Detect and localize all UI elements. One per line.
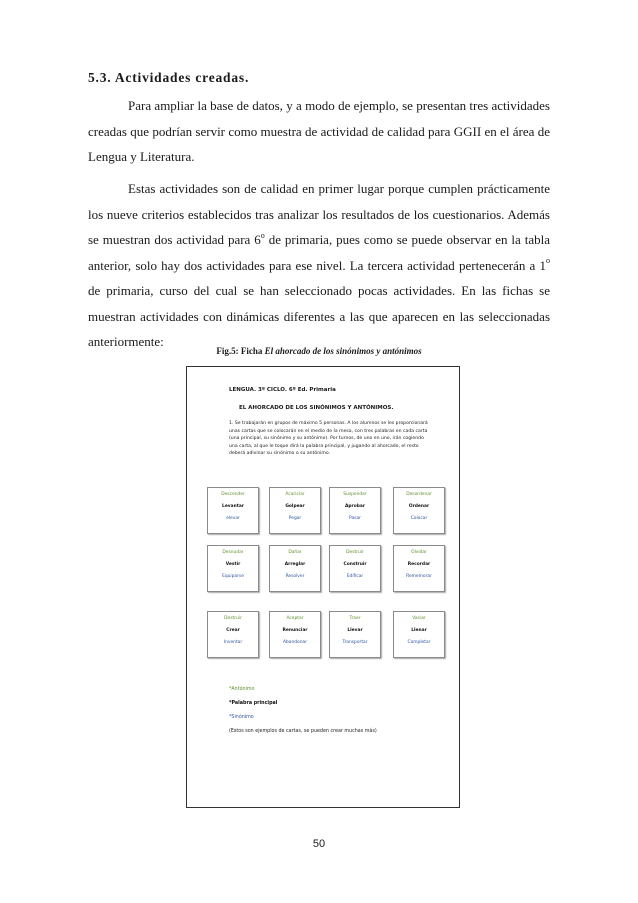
paragraph-1-text: Para ampliar la base de datos, y a modo de ejemplo, se presentan tres actividades creadas que podrían servir como muestra de actividad de calidad para GGII en el área de Lengua y Literatura. bbox=[88, 98, 550, 164]
card-subtitle: EL AHORCADO DE LOS SINÓNIMOS Y ANTÓNIMOS. bbox=[239, 405, 394, 411]
word-card bbox=[329, 487, 381, 534]
antonym-word: Destruir bbox=[346, 550, 364, 555]
card-title: LENGUA. 3º CICLO. 6º Ed. Primaria bbox=[229, 387, 336, 393]
synonym-word: Resolver bbox=[285, 574, 305, 579]
activity-card-image bbox=[186, 366, 460, 808]
word-card bbox=[393, 545, 445, 592]
antonym-word: Suspender bbox=[343, 492, 367, 497]
main-word: Golpear bbox=[285, 504, 305, 509]
main-word: Aprobar bbox=[345, 504, 365, 509]
card-instructions: 1. Se trabajarán en grupos de máximo 5 personas. A los alumnos se les proporcionará unas cartas que se colocarán en el medio de la mesa, con tres palabras en cada carta (una principal, su sinónimo y su antónimo). Por turnos, de uno en uno, irán cogiendo una carta, al que le toque dirá la palabra principal, y jugando al ahorcado, el resto deberá adivinar su sinónimo o su antónimo. bbox=[229, 421, 428, 457]
main-word: Construir bbox=[343, 562, 367, 567]
antonym-word: Olvidar bbox=[411, 550, 427, 555]
synonym-word: Equiparse bbox=[222, 574, 244, 579]
legend-antonym: *Antónimo bbox=[229, 687, 255, 692]
word-card bbox=[329, 611, 381, 658]
word-card bbox=[207, 611, 259, 658]
word-card bbox=[269, 545, 321, 592]
legend-note: (Estos son ejemplos de cartas, se pueden crear muchas más) bbox=[229, 729, 377, 734]
synonym-word: Pasar bbox=[349, 516, 361, 521]
synonym-word: elevar bbox=[226, 516, 240, 521]
antonym-word: Acariciar bbox=[285, 492, 305, 497]
paragraph-2-text-c: de primaria, curso del cual se han seleccionado pocas actividades. En las fichas se muestran actividades con dinámicas diferentes a las que aparecen en las seleccionadas anteriormente: bbox=[88, 283, 550, 349]
main-word: Arreglar bbox=[284, 562, 306, 567]
main-word: Renunciar bbox=[282, 628, 308, 633]
section-heading: 5.3. Actividades creadas. bbox=[88, 70, 250, 85]
antonym-word: Descender bbox=[221, 492, 245, 497]
legend-synonym: *Sinónimo bbox=[229, 715, 254, 720]
antonym-word: Destruir bbox=[224, 616, 242, 621]
word-card bbox=[207, 487, 259, 534]
paragraph-1 bbox=[88, 93, 550, 170]
main-word: Crear bbox=[226, 628, 240, 633]
figure-title: El ahorcado de los sinónimos y antónimos bbox=[264, 346, 422, 356]
main-word: Vestir bbox=[225, 562, 241, 567]
synonym-word: Pegar bbox=[288, 516, 302, 521]
synonym-word: Edificar bbox=[346, 574, 364, 579]
paragraph-2 bbox=[88, 176, 550, 355]
paragraph-2-text-a: Estas actividades son de calidad en primer lugar porque cumplen prácticamente los nueve criterios establecidos tras analizar los resultados de los cuestionarios. Además se muestran dos actividad para 6 bbox=[88, 181, 550, 247]
antonym-word: Dañar bbox=[288, 550, 302, 555]
synonym-word: Colocar bbox=[410, 516, 428, 521]
word-card bbox=[207, 545, 259, 592]
figure-caption bbox=[0, 346, 638, 356]
word-card bbox=[269, 611, 321, 658]
main-word: Llenar bbox=[411, 628, 427, 633]
synonym-word: Abandonar bbox=[282, 640, 307, 645]
synonym-word: Inventar bbox=[223, 640, 243, 645]
main-word: Llevar bbox=[347, 628, 363, 633]
antonym-word: Desnudar bbox=[222, 550, 244, 555]
paragraph-2-text-b: de primaria, pues como se puede observar en la tabla anterior, solo hay dos actividades para ese nivel. La tercera actividad pertenecerán a 1 bbox=[88, 232, 550, 273]
main-word: Recordar bbox=[407, 562, 431, 567]
antonym-word: Aceptar bbox=[286, 616, 304, 621]
word-card bbox=[393, 487, 445, 534]
figure-label: Fig.5: Ficha bbox=[216, 346, 265, 356]
legend-main-word: *Palabra principal bbox=[229, 701, 278, 706]
ordinal-superscript: o bbox=[260, 230, 265, 240]
word-card bbox=[329, 545, 381, 592]
main-word: Levantar bbox=[222, 504, 244, 509]
ordinal-superscript: o bbox=[546, 256, 550, 266]
word-card bbox=[269, 487, 321, 534]
synonym-word: Completar bbox=[407, 640, 431, 645]
synonym-word: Transportar bbox=[342, 640, 368, 645]
synonym-word: Rememorar bbox=[406, 574, 432, 579]
main-word: Ordenar bbox=[408, 504, 430, 509]
antonym-word: Vaciar bbox=[412, 616, 426, 621]
page-number: 50 bbox=[312, 838, 326, 850]
antonym-word: Traer bbox=[349, 616, 361, 621]
word-card bbox=[393, 611, 445, 658]
antonym-word: Desordenar bbox=[406, 492, 432, 497]
